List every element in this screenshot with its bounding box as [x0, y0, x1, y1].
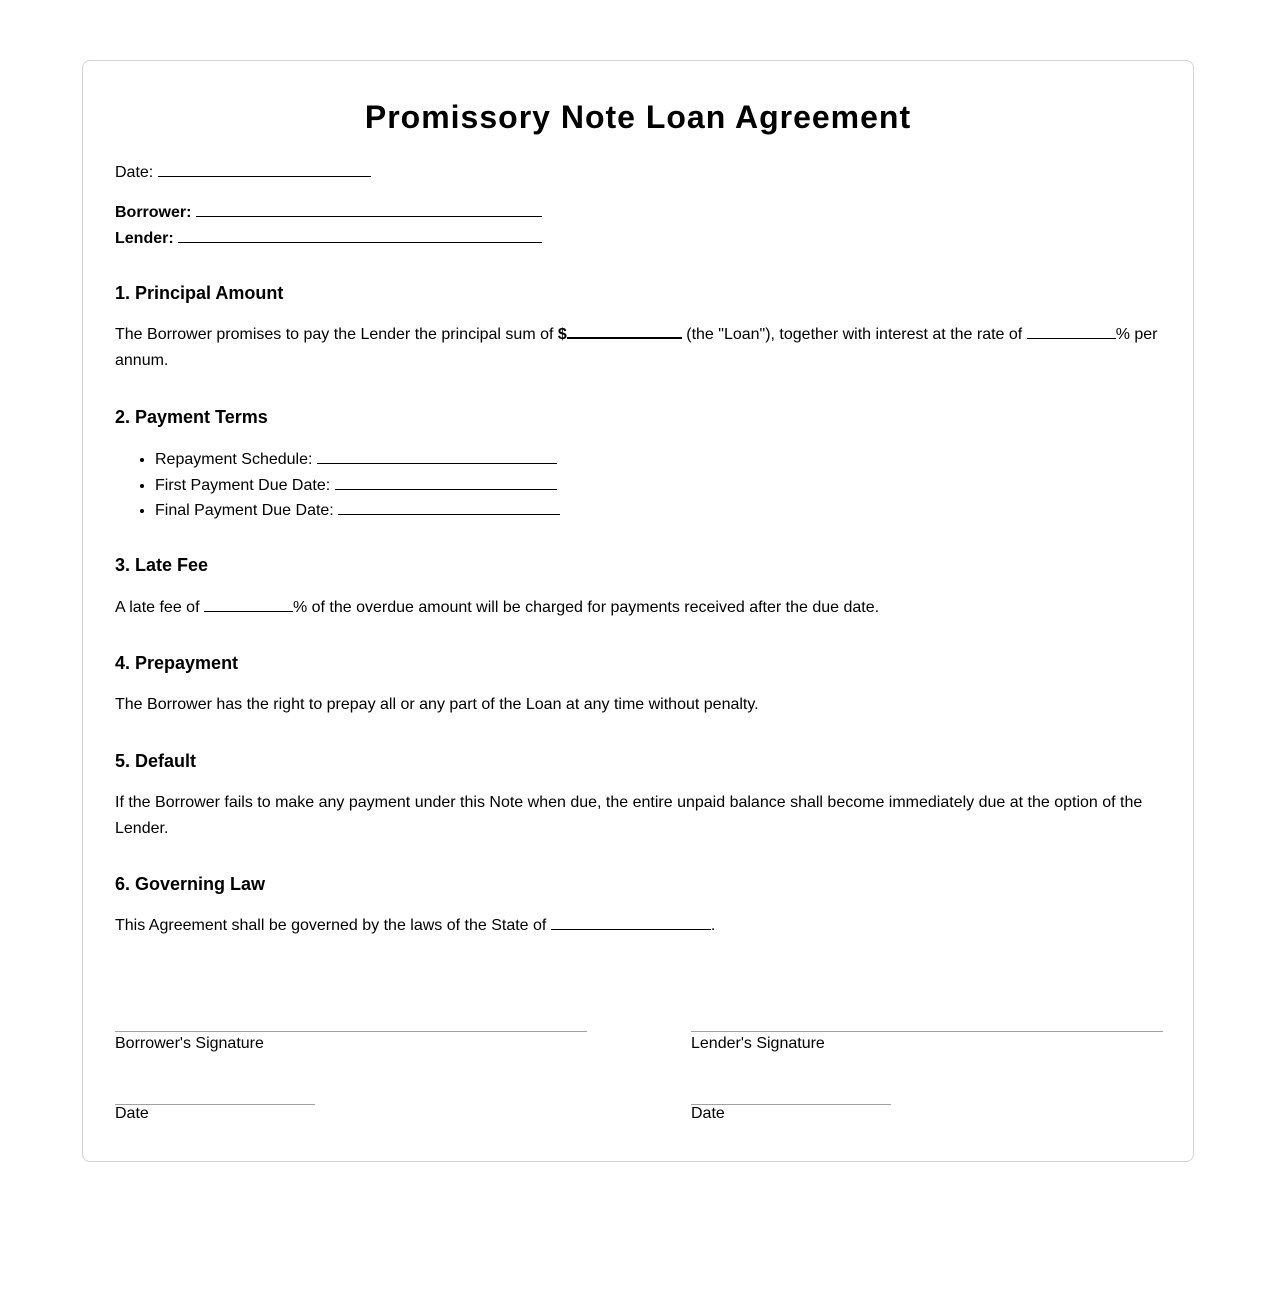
- agreement-card: [82, 60, 1194, 1162]
- payment-terms-list: [115, 447, 560, 524]
- governing-law-text-start: This Agreement shall be governed by the laws of the State of: [115, 917, 551, 934]
- lender-date-block[interactable]: [691, 1104, 891, 1123]
- section-heading-principal: 1. Principal Amount: [115, 283, 284, 303]
- borrower-label: Borrower:: [115, 204, 192, 221]
- interest-rate-blank[interactable]: [1027, 324, 1116, 339]
- final-payment-date-blank[interactable]: [338, 500, 560, 515]
- first-payment-date-label: First Payment Due Date:: [155, 476, 331, 494]
- lender-line: [115, 228, 542, 248]
- lender-signature-line[interactable]: [691, 1031, 1163, 1032]
- state-blank[interactable]: [551, 915, 711, 930]
- principal-amount-blank[interactable]: [567, 323, 682, 339]
- list-item: [155, 498, 560, 524]
- section-heading-prepayment: 4. Prepayment: [115, 653, 239, 673]
- borrower-date-label: Date: [115, 1105, 149, 1122]
- lender-label: Lender:: [115, 230, 174, 247]
- lender-blank-field[interactable]: [178, 228, 542, 243]
- repayment-schedule-blank[interactable]: [317, 449, 557, 464]
- date-label: Date:: [115, 164, 154, 181]
- borrower-line: [115, 202, 542, 222]
- list-item: [155, 447, 560, 473]
- section-text-prepayment: The Borrower has the right to prepay all or any part of the Loan at any time without penalty.: [115, 696, 759, 713]
- list-item: [155, 473, 560, 499]
- principal-text-start: The Borrower promises to pay the Lender the principal sum of: [115, 326, 558, 343]
- governing-law-text-end: .: [710, 917, 716, 934]
- section-text-governing-law: [115, 913, 1161, 939]
- section-heading-default: 5. Default: [115, 751, 197, 771]
- section-heading-payment-terms: 2. Payment Terms: [115, 407, 268, 427]
- late-fee-text-end: % of the overdue amount will be charged for payments received after the due date.: [292, 599, 880, 616]
- section-text-principal: [115, 322, 1161, 374]
- late-fee-text-start: A late fee of: [115, 599, 204, 616]
- borrower-date-block[interactable]: [115, 1104, 315, 1123]
- lender-date-label: Date: [691, 1105, 725, 1122]
- borrower-signature-line[interactable]: [115, 1031, 587, 1032]
- principal-text-end: % per annum.: [115, 326, 1158, 369]
- repayment-schedule-label: Repayment Schedule:: [155, 451, 313, 468]
- page-title: Promissory Note Loan Agreement: [364, 99, 912, 135]
- lender-signature-block[interactable]: [691, 1031, 1163, 1053]
- section-text-late-fee: [115, 595, 1161, 621]
- borrower-blank-field[interactable]: [196, 202, 542, 217]
- principal-text-middle: (the "Loan"), together with interest at the rate of: [681, 326, 1027, 343]
- section-heading-governing-law: 6. Governing Law: [115, 874, 266, 894]
- date-line: [115, 162, 371, 182]
- late-fee-percent-blank[interactable]: [204, 597, 293, 612]
- lender-signature-label: Lender's Signature: [691, 1035, 825, 1052]
- section-text-default: If the Borrower fails to make any payment under this Note when due, the entire unpaid balance shall become immediately due at the option of the Lender.: [115, 794, 1143, 837]
- date-blank-field[interactable]: [158, 162, 371, 177]
- section-heading-late-fee: 3. Late Fee: [115, 555, 209, 575]
- currency-symbol: $: [557, 326, 567, 343]
- first-payment-date-blank[interactable]: [335, 475, 557, 490]
- final-payment-date-label: Final Payment Due Date:: [155, 502, 334, 519]
- borrower-signature-label: Borrower's Signature: [115, 1035, 264, 1052]
- borrower-signature-block[interactable]: [115, 1031, 587, 1053]
